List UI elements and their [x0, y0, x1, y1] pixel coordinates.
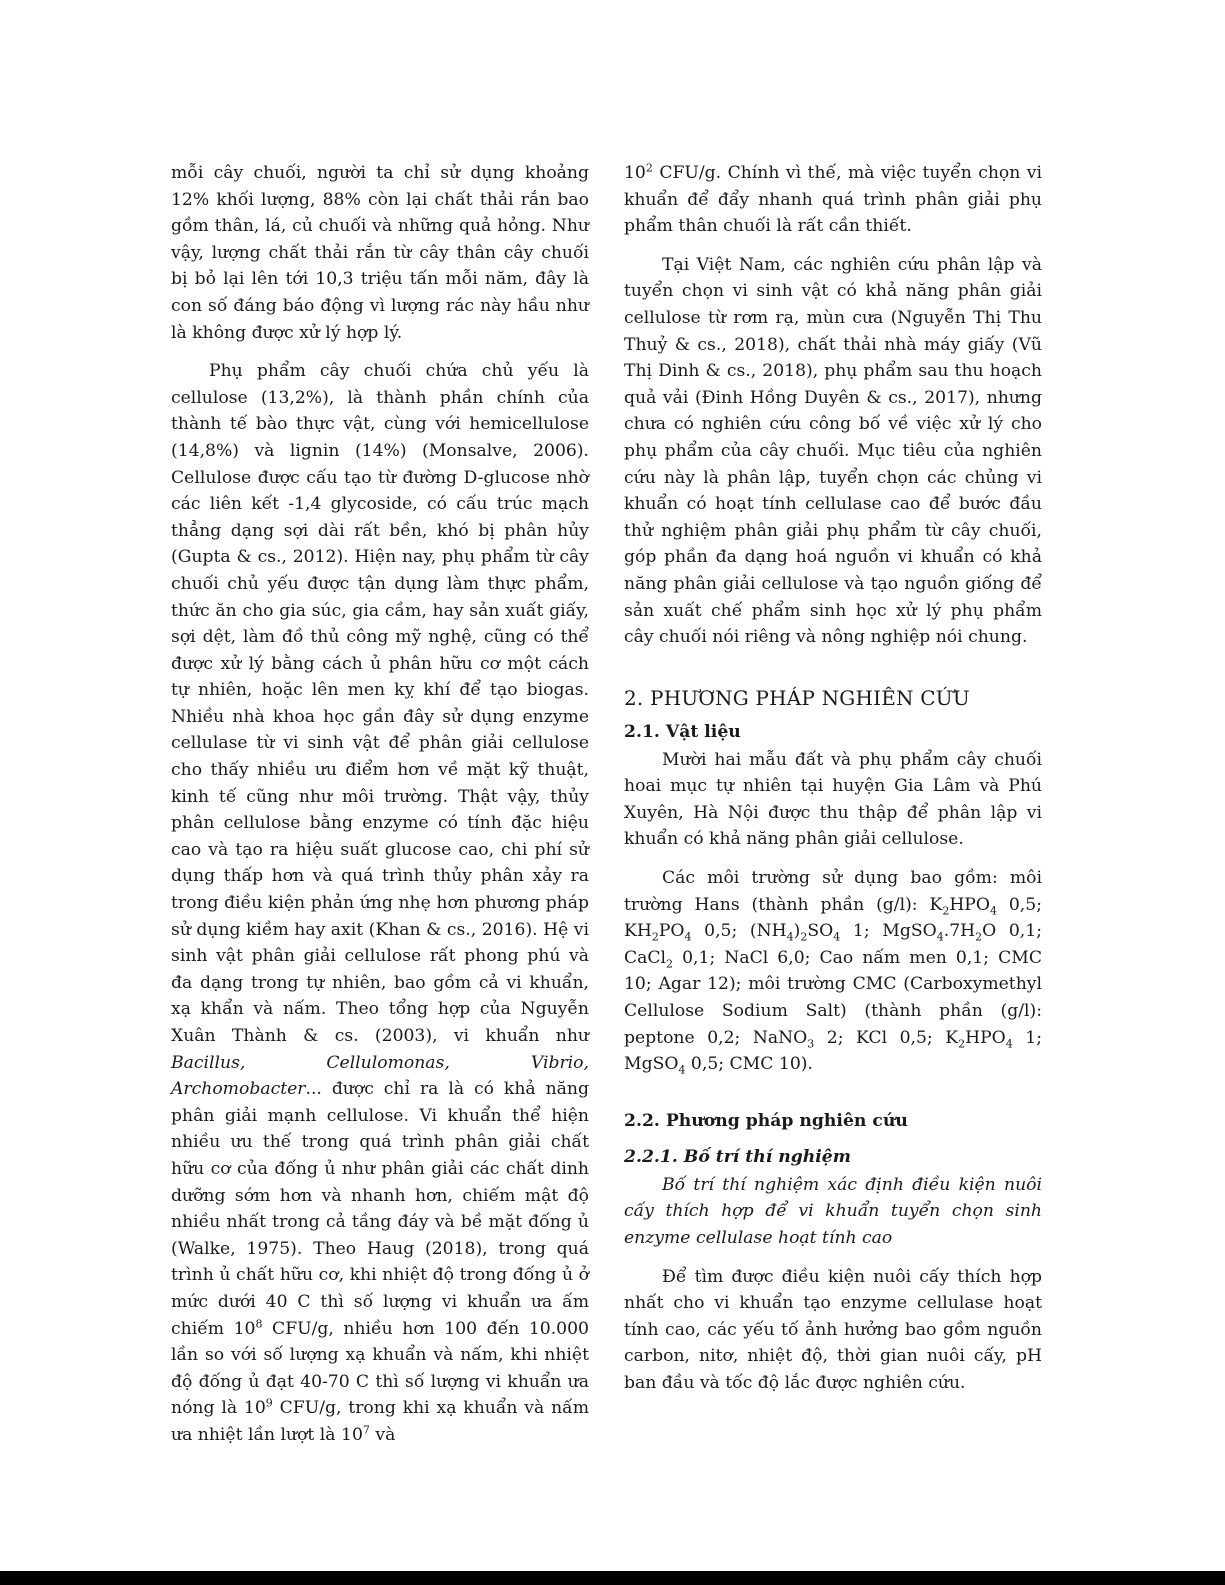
paragraph-vietnam-research: Tại Việt Nam, các nghiên cứu phân lập và tuyển chọn vi sinh vật có khả năng phân giải cellulose từ rơm rạ, mùn cưa (Nguyễn Thị Thu Thuỷ & cs., 2018), chất thải nhà máy giấy (Vũ Thị Dinh & cs., 2018), phụ phẩm sau thu hoạch quả vải (Đinh Hồng Duyên & cs., 2017), nhưng chưa có nghiên cứu công bố về việc xử lý cho phụ phẩm của cây chuối. Mục tiêu của nghiên cứu này là phân lập, tuyển chọn các chủng vi khuẩn có hoạt tính cellulase cao để bước đầu thử nghiệm phân giải phụ phẩm từ cây chuối, góp phần đa dạng hoá nguồn vi khuẩn có khả năng phân giải cellulose và tạo nguồn giống để sản xuất chế phẩm sinh học xử lý phụ phẩm cây chuối nói riêng và nông nghiệp nói chung. — [624, 254, 1042, 648]
text-run: 10 — [624, 163, 646, 183]
subscript: 4 — [786, 930, 794, 944]
subsection-heading-methods: 2.2. Phương pháp nghiên cứu — [624, 1110, 908, 1131]
superscript: 7 — [362, 1423, 370, 1437]
paragraph-samples: Mười hai mẫu đất và phụ phẩm cây chuối hoai mục tự nhiên tại huyện Gia Lâm và Phú Xuyên, Hà Nội được thu thập để phân lập vi khuẩn có khả năng phân giải cellulose. — [624, 749, 1042, 850]
text-run: và — [369, 1424, 396, 1445]
subscript: 2 — [942, 904, 950, 918]
text-run: CFU/g, nhiều hơn 100 đến 10.000 lần so với số lượng xạ khuẩn và nấm, khi nhiệt độ đống ủ đạt 40-70 C thì số lượng vi khuẩn ưa nóng là 10 — [171, 1318, 589, 1419]
text-run: ... được chỉ ra là có khả năng phân giải mạnh cellulose. Vi khuẩn thể hiện nhiều ưu thế trong quá trình phân giải chất hữu cơ của đống ủ như phân giải các chất dinh dưỡng sớm hơn và nhanh hơn, chiếm mật độ nhiều nhất trong cả tầng đáy và bề mặt đống ủ (Walke, 1975). Theo Haug (2018), trong quá trình ủ chất hữu cơ, khi nhiệt độ trong đống ủ ở mức dưới 40 C thì số lượng vi khuẩn ưa ấm chiếm 10 — [171, 1079, 589, 1339]
text-run: CFU/g, trong khi xạ khuẩn và nấm ưa nhiệt lần lượt là 10 — [171, 1398, 589, 1445]
paragraph-intro-continued: mỗi cây chuối, người ta chỉ sử dụng khoảng 12% khối lượng, 88% còn lại chất thải rắn bao gồm thân, lá, củ chuối và những quả hỏng. Như vậy, lượng chất thải rắn từ cây thân cây chuối bị bỏ lại lên tới 10,3 triệu tấn mỗi năm, đây là con số đáng báo động vì lượng rác này hầu như là không được xử lý hợp lý. — [171, 163, 589, 343]
subscript: 4 — [678, 1063, 686, 1077]
subscript: 2 — [958, 1037, 966, 1051]
paragraph-continued — [624, 160, 1042, 240]
superscript: 9 — [265, 1396, 273, 1410]
superscript: 8 — [255, 1316, 263, 1330]
subscript: 4 — [833, 930, 841, 944]
subscript: 4 — [989, 904, 997, 918]
subscript: 4 — [936, 930, 944, 944]
text-run: O 0,1; CaCl — [624, 921, 1042, 968]
text-run: ) — [793, 921, 801, 942]
subscript: 4 — [684, 930, 692, 944]
section-heading-methods: 2. PHƯƠNG PHÁP NGHIÊN CỨU — [624, 685, 970, 710]
text-run: 1; MgSO — [624, 1027, 1042, 1075]
text-run: HPO — [965, 1027, 1006, 1048]
subscript: 2 — [651, 930, 659, 944]
paragraph-banana-byproduct — [171, 358, 589, 1448]
text-run: Các môi trường sử dụng bao gồm: môi trường Hans (thành phần (g/l): K — [624, 868, 1042, 915]
text-run: SO — [807, 921, 834, 942]
superscript: 2 — [645, 161, 653, 175]
italic-genus-names: Bacillus, Cellulomonas, Vibrio, Archomobacter — [171, 1052, 589, 1100]
subscript: 3 — [807, 1037, 815, 1051]
text-run: 0,5; CMC 10). — [685, 1054, 813, 1075]
subscript: 2 — [800, 930, 808, 944]
text-run: 0,5; KH — [624, 894, 1042, 942]
text-run: PO — [658, 921, 685, 942]
page-bottom-bar — [0, 1571, 1225, 1585]
text-run: 1; MgSO — [840, 921, 937, 942]
subsection-heading-materials: 2.1. Vật liệu — [624, 721, 741, 742]
paragraph-italic-experiment: Bố trí thí nghiệm xác định điều kiện nuôi cấy thích hợp để vi khuẩn tuyển chọn sinh enzyme cellulase hoạt tính cao — [624, 1174, 1042, 1248]
right-column — [624, 160, 1042, 1397]
subscript: 2 — [975, 930, 983, 944]
text-run: 2; KCl 0,5; K — [814, 1027, 959, 1048]
subsubsection-heading-experiment: 2.2.1. Bố trí thí nghiệm — [624, 1146, 851, 1167]
text-run: 0,5; (NH — [691, 921, 787, 942]
left-column — [171, 160, 589, 1449]
text-run: Phụ phẩm cây chuối chứa chủ yếu là cellulose (13,2%), là thành phần chính của thành tế bào thực vật, cùng với hemicellulose (14,8%) và lignin (14%) (Monsalve, 2006). Cellulose được cấu tạo từ đường D-glucose nhờ các liên kết -1,4 glycoside, có cấu trúc mạch thẳng dạng sợi dài rất bền, khó bị phân hủy (Gupta & cs., 2012). Hiện nay, phụ phẩm từ cây chuối chủ yếu được tận dụng làm thực phẩm, thức ăn cho gia súc, gia cầm, hay sản xuất giấy, sợi dệt, làm đồ thủ công mỹ nghệ, cũng có thể được xử lý bằng cách ủ phân hữu cơ một cách tự nhiên, hoặc lên men kỵ khí để tạo biogas. Nhiều nhà khoa học gần đây sử dụng enzyme cellulase từ vi sinh vật để phân giải cellulose cho thấy nhiều ưu điểm hơn về mặt kỹ thuật, kinh tế cũng như môi trường. Thật vậy, thủy phân cellulose bằng enzyme có tính đặc hiệu cao và tạo ra hiệu suất glucose cao, chi phí sử dụng thấp hơn và quá trình thủy phân xảy ra trong điều kiện phản ứng nhẹ hơn phương pháp sử dụng kiềm hay axit (Khan & cs., 2016). Hệ vi sinh vật phân giải cellulose rất phong phú và đa dạng trong tự nhiên, bao gồm cả vi khuẩn, xạ khẩn và nấm. Theo tổng hợp của Nguyễn Xuân Thành & cs. (2003), vi khuẩn như — [171, 361, 589, 1046]
text-run: HPO — [949, 894, 990, 915]
text-run: .7H — [943, 921, 976, 942]
subscript: 2 — [666, 957, 674, 971]
subscript: 4 — [1005, 1037, 1013, 1051]
text-run: CFU/g. Chính vì thế, mà việc tuyển chọn vi khuẩn để đẩy nhanh quá trình phân giải phụ phẩm thân chuối là rất cần thiết. — [624, 163, 1042, 237]
paragraph-culture-conditions: Để tìm được điều kiện nuôi cấy thích hợp nhất cho vi khuẩn tạo enzyme cellulase hoạt tính cao, các yếu tố ảnh hưởng bao gồm nguồn carbon, nitơ, nhiệt độ, thời gian nuôi cấy, pH ban đầu và tốc độ lắc được nghiên cứu. — [624, 1266, 1042, 1393]
paragraph-media — [624, 865, 1042, 1078]
text-run: 0,1; NaCl 6,0; Cao nấm men 0,1; CMC 10; Agar 12); môi trường CMC (Carboxymethyl Cellulose Sodium Salt) (thành phần (g/l): peptone 0,2; NaNO — [624, 947, 1042, 1048]
